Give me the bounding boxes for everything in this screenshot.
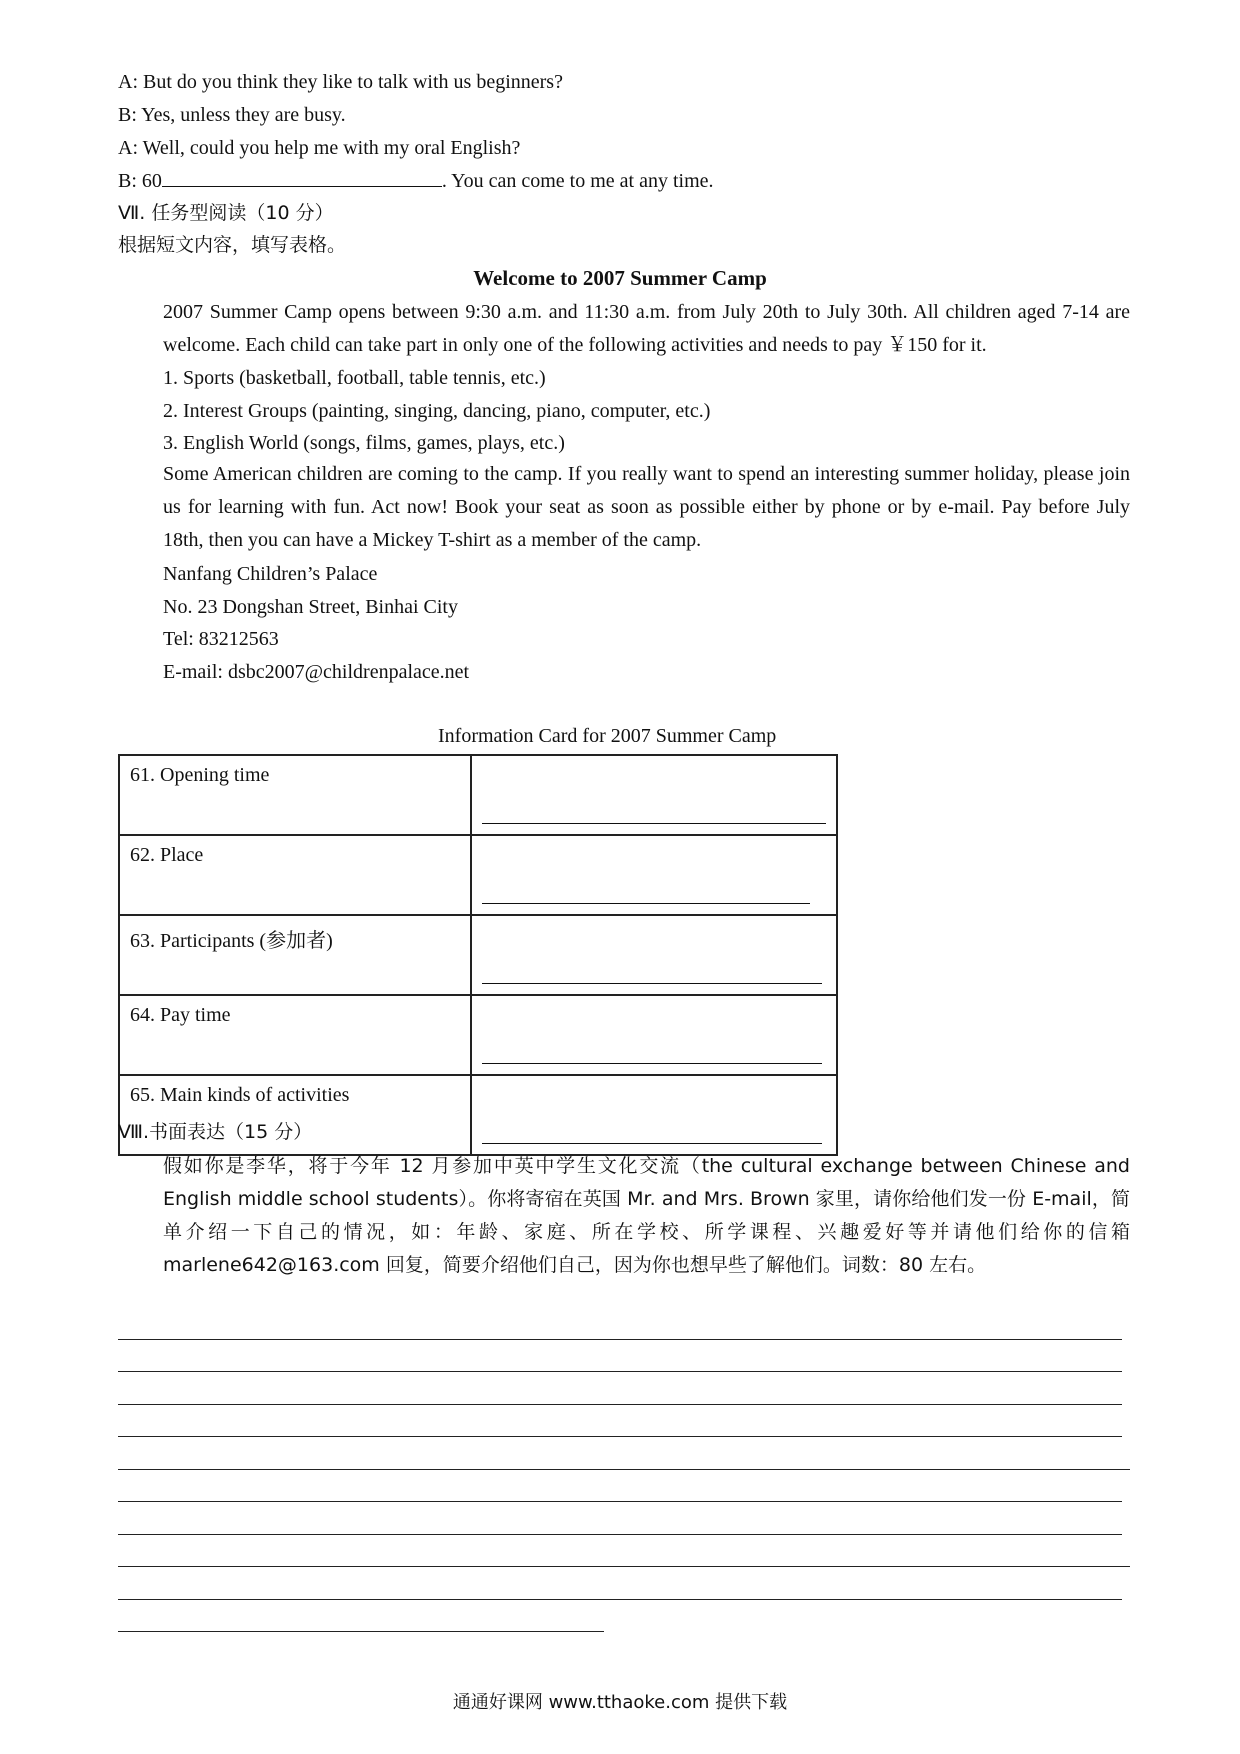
writing-line[interactable] bbox=[118, 1534, 1122, 1535]
question-60-prefix: B: 60 bbox=[118, 170, 162, 192]
table-row bbox=[119, 835, 837, 915]
dialogue-line-2: B: Yes, unless they are busy. bbox=[118, 104, 346, 126]
passage-paragraph-2-text: Some American children are coming to the camp. If you really want to spend an interesting summer holiday, please join us for learning with fun. Act now! Book your seat as soon as possible either by phone or by e-mail. Pay before July 18th, then you can have a Mickey T-shirt as a member of the camp. bbox=[163, 463, 1130, 551]
card-row-label: 65. Main kinds of activities bbox=[119, 1075, 471, 1155]
activity-item-2: 2. Interest Groups (painting, singing, dancing, piano, computer, etc.) bbox=[163, 400, 711, 422]
contact-address: No. 23 Dongshan Street, Binhai City bbox=[163, 596, 458, 618]
card-answer-cell[interactable] bbox=[471, 835, 837, 915]
answer-line bbox=[482, 903, 810, 904]
card-answer-cell[interactable] bbox=[471, 1075, 837, 1155]
table-row bbox=[119, 915, 837, 995]
activity-item-1: 1. Sports (basketball, football, table tennis, etc.) bbox=[163, 367, 546, 389]
writing-prompt-text: 假如你是李华，将于今年 12 月参加中英中学生文化交流（the cultural exchange between Chinese and English middle school students）。你将寄宿在英国 Mr. and Mrs. Brown 家里，请你给他们发一份 E-mail，简单介绍一下自己的情况，如：年龄、家庭、所在学校、所学课程、兴趣爱好等并请他们给你的信箱 marlene642@163.com 回复，简要介绍他们自己，因为你也想早些了解他们。词数：80 左右。 bbox=[163, 1155, 1130, 1276]
writing-line[interactable] bbox=[118, 1404, 1122, 1405]
dialogue-line-1: A: But do you think they like to talk with us beginners? bbox=[118, 71, 563, 93]
dialogue-line-3: A: Well, could you help me with my oral English? bbox=[118, 137, 521, 159]
footer-text: 通通好课网 www.tthaoke.com 提供下载 bbox=[452, 1692, 788, 1713]
card-caption: Information Card for 2007 Summer Camp bbox=[438, 725, 777, 747]
answer-line bbox=[482, 1063, 822, 1064]
card-row-label: 61. Opening time bbox=[119, 755, 471, 835]
table-row bbox=[119, 755, 837, 835]
section-7-instruction: 根据短文内容，填写表格。 bbox=[118, 234, 347, 256]
contact-tel: Tel: 83212563 bbox=[163, 628, 279, 650]
passage-title: Welcome to 2007 Summer Camp bbox=[473, 266, 767, 290]
contact-email: E-mail: dsbc2007@childrenpalace.net bbox=[163, 661, 470, 683]
writing-line[interactable] bbox=[118, 1566, 1130, 1567]
information-card-table bbox=[118, 754, 838, 1156]
activity-item-3: 3. English World (songs, films, games, plays, etc.) bbox=[163, 432, 565, 454]
passage-paragraph-2 bbox=[118, 458, 1130, 557]
writing-line[interactable] bbox=[118, 1339, 1122, 1340]
writing-line[interactable] bbox=[118, 1501, 1122, 1502]
card-answer-cell[interactable] bbox=[471, 755, 837, 835]
table-row bbox=[119, 995, 837, 1075]
question-60-suffix: . You can come to me at any time. bbox=[441, 170, 714, 192]
writing-line[interactable] bbox=[118, 1631, 604, 1632]
writing-prompt bbox=[118, 1150, 1130, 1282]
writing-line[interactable] bbox=[118, 1436, 1122, 1437]
answer-line bbox=[482, 1143, 822, 1144]
writing-line[interactable] bbox=[118, 1469, 1130, 1470]
passage-paragraph-1 bbox=[118, 296, 1130, 362]
card-answer-cell[interactable] bbox=[471, 995, 837, 1075]
card-answer-cell[interactable] bbox=[471, 915, 837, 995]
answer-line bbox=[482, 823, 826, 824]
writing-line[interactable] bbox=[118, 1599, 1122, 1600]
passage-paragraph-1-text: 2007 Summer Camp opens between 9:30 a.m. and 11:30 a.m. from July 20th to July 30th. All children aged 7-14 are welcome. Each child can take part in only one of the following activities and needs to pay ￥150 for it. bbox=[163, 301, 1130, 356]
card-row-label: 63. Participants (参加者) bbox=[119, 915, 471, 995]
section-7-heading: Ⅶ. 任务型阅读（10 分） bbox=[118, 202, 334, 224]
contact-name: Nanfang Children’s Palace bbox=[163, 563, 378, 585]
question-60 bbox=[118, 167, 714, 195]
section-8-heading: Ⅷ.书面表达（15 分） bbox=[118, 1121, 313, 1143]
card-row-label: 62. Place bbox=[119, 835, 471, 915]
writing-line[interactable] bbox=[118, 1371, 1122, 1372]
answer-blank-60[interactable] bbox=[162, 168, 442, 187]
answer-line bbox=[482, 983, 822, 984]
card-row-label: 64. Pay time bbox=[119, 995, 471, 1075]
